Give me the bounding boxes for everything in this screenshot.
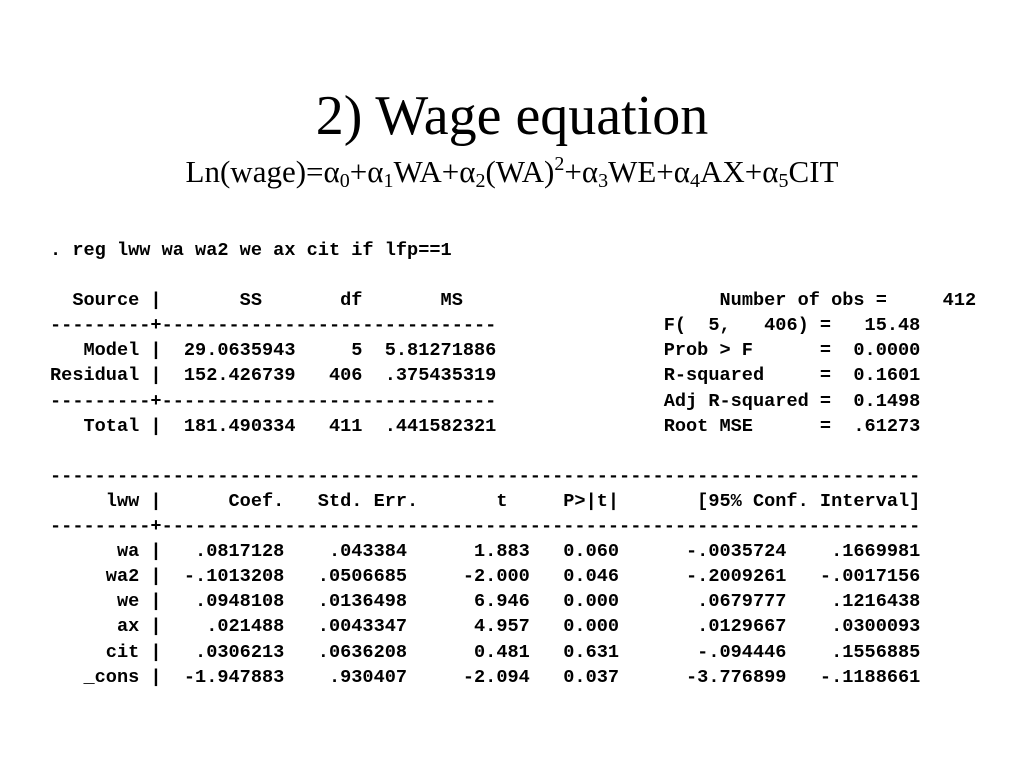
anova-row	[50, 338, 1010, 363]
stat-line: Number of obs = 412	[719, 290, 977, 312]
coef-row: we | .0948108 .0136498 6.946 0.000 .0679777 .1216438	[50, 591, 921, 613]
anova-separator: ---------+------------------------------	[50, 390, 497, 412]
alpha-subscript: 5	[778, 170, 789, 192]
plus-sign: +	[564, 154, 582, 189]
stat-line: Prob > F = 0.0000	[663, 340, 921, 362]
alpha-subscript: 0	[339, 170, 350, 192]
coef-row: cit | .0306213 .0636208 0.481 0.631 -.094446 .1556885	[50, 641, 921, 663]
equation-variable: (WA)	[485, 154, 555, 189]
coef-row: ax | .021488 .0043347 4.957 0.000 .0129667 .0300093	[50, 616, 921, 638]
stata-output	[50, 238, 1010, 690]
blank-line	[50, 439, 1010, 464]
alpha-symbol: α	[762, 154, 779, 189]
stat-line: R-squared = 0.1601	[663, 365, 921, 387]
alpha-subscript: 3	[598, 170, 609, 192]
wage-equation	[0, 152, 1024, 192]
coef-table-header: lww | Coef. Std. Err. t P>|t| [95% Conf. Interval]	[50, 490, 921, 512]
alpha-symbol: α	[581, 154, 599, 189]
stat-line: Adj R-squared = 0.1498	[663, 390, 921, 412]
anova-row	[50, 288, 1010, 313]
alpha-symbol: α	[367, 154, 384, 189]
plus-sign: +	[656, 154, 674, 189]
table-rule: ------------------------------------------------------------------------------	[50, 465, 921, 487]
coef-row: wa | .0817128 .043384 1.883 0.060 -.0035724 .1669981	[50, 541, 921, 563]
blank-line	[50, 263, 1010, 288]
alpha-subscript: 1	[383, 170, 394, 192]
slide-title: 2) Wage equation	[315, 85, 709, 147]
anova-row	[50, 414, 1010, 439]
plus-sign: +	[441, 154, 460, 189]
equation-variable: WE	[608, 154, 657, 189]
plus-sign: +	[349, 154, 368, 189]
equation-variable: WA	[393, 154, 442, 189]
alpha-subscript: 2	[475, 170, 486, 192]
anova-residual-row: Residual | 152.426739 406 .375435319	[50, 365, 497, 387]
anova-row	[50, 363, 1010, 388]
alpha-subscript: 4	[690, 170, 700, 192]
alpha-symbol: α	[459, 154, 476, 189]
anova-model-row: Model | 29.0635943 5 5.81271886	[50, 340, 497, 362]
equation-variable: AX	[700, 154, 745, 189]
alpha-symbol: α	[673, 154, 690, 189]
equation-exponent: 2	[554, 153, 565, 175]
anova-row	[50, 389, 1010, 414]
table-separator: ---------+--------------------------------------------------------------------	[50, 516, 921, 538]
equation-variable: CIT	[788, 154, 839, 189]
equation-prefix: Ln(wage)=	[185, 154, 324, 189]
plus-sign: +	[744, 154, 763, 189]
regression-command: . reg lww wa wa2 we ax cit if lfp==1	[50, 240, 452, 261]
coef-row: _cons | -1.947883 .930407 -2.094 0.037 -3.776899 -.1188661	[50, 666, 921, 688]
stat-line: F( 5, 406) = 15.48	[663, 315, 921, 337]
anova-separator: ---------+------------------------------	[50, 315, 497, 337]
anova-header: Source | SS df MS	[50, 290, 463, 312]
alpha-symbol: α	[323, 154, 340, 189]
stat-line: Root MSE = .61273	[663, 415, 921, 437]
anova-total-row: Total | 181.490334 411 .441582321	[50, 415, 497, 437]
anova-row	[50, 313, 1010, 338]
coef-row: wa2 | -.1013208 .0506685 -2.000 0.046 -.2009261 -.0017156	[50, 566, 921, 588]
